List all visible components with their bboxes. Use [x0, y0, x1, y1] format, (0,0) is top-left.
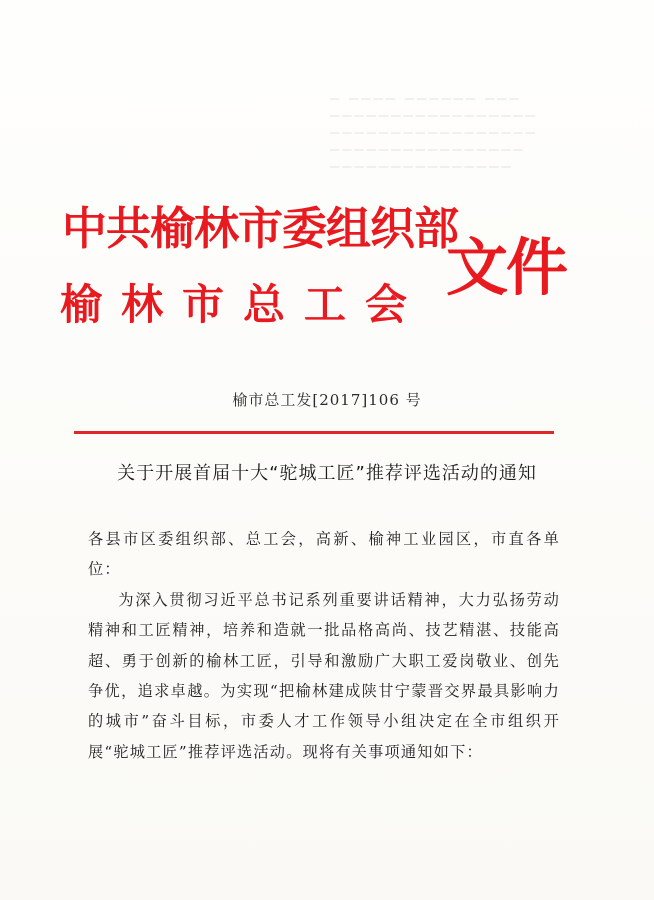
document-title: 关于开展首届十大“驼城工匠”推荐评选活动的通知	[117, 463, 537, 484]
bleed-through-texture: ▁ ▁▁▁▁ ▁▁▁▁▁▁ ▁▁▁ ▁▁▁▁▁▁▁▁▁▁▁▁▁▁▁▁▁ ▁▁▁▁▁▁▁▁▁▁▁▁▁▁▁▁▁ ▁▁▁▁▁▁▁▁▁▁▁▁▁▁▁▁ ▁▁▁▁▁▁▁▁▁▁▁▁▁▁▁	[330, 86, 538, 168]
body-paragraph-1: 为深入贯彻习近平总书记系列重要讲话精神，大力弘扬劳动精神和工匠精神，培养和造就一批品格高尚、技艺精湛、技能高超、勇于创新的榆林工匠，引导和激励广大职工爱岗敬业、创先争优，追求卓越。为实现“把榆林建成陕甘宁蒙晋交界最具影响力的城市”奋斗目标，市委人才工作领导小组决定在全市组织开展“驼城工匠”推荐评选活动。现将有关事项通知如下：	[88, 590, 560, 761]
red-separator-rule	[74, 431, 554, 434]
document-number: 榆市总工发[2017]106 号	[232, 391, 422, 409]
salutation: 各县市区委组织部、总工会，高新、榆神工业园区，市直各单位：	[88, 530, 560, 579]
masthead-issuer-1: 中共榆林市委组织部	[62, 202, 459, 255]
document-body	[88, 524, 560, 767]
masthead-issuer-2: 榆林市总工会	[60, 280, 427, 329]
masthead-document-label: 文件	[446, 231, 567, 304]
